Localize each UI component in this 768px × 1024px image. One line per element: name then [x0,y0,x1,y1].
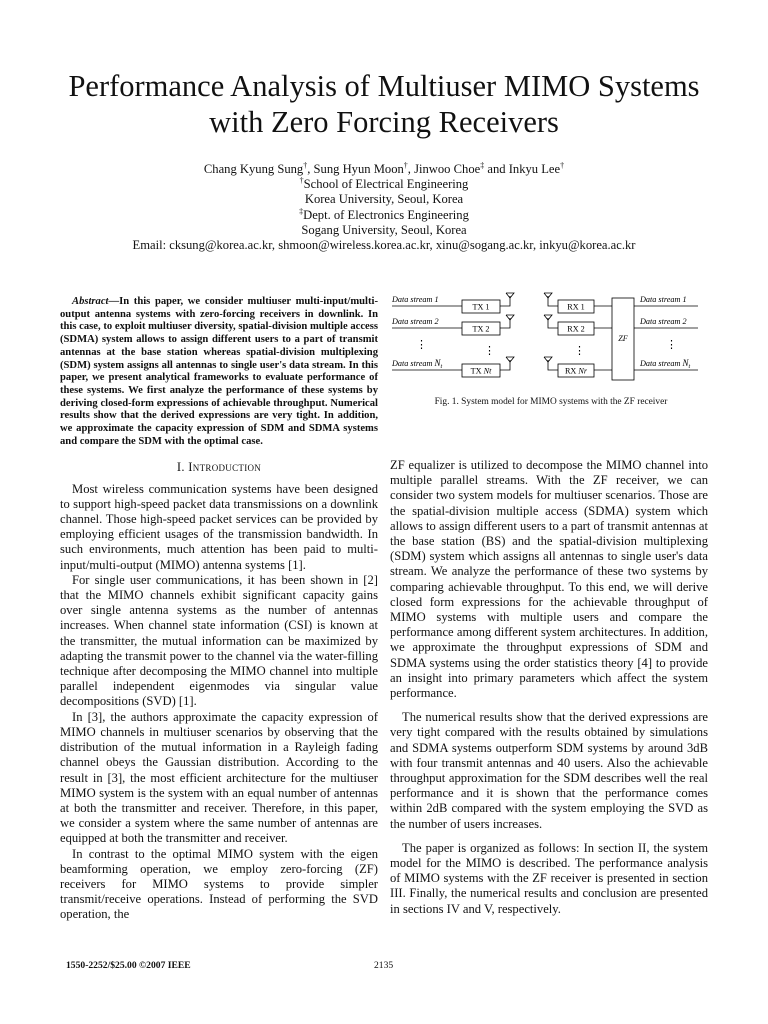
output-stream-2-label: Data stream 2 [640,317,687,326]
nt-symbol: N [434,358,441,368]
figure-system-model [386,290,716,386]
author-separator: and [484,162,509,176]
rx-2-label: RX 2 [567,324,585,334]
vdots-icon: ⋮ [574,345,585,357]
vdots-icon: ⋮ [484,345,495,357]
nt-symbol: N [682,358,689,368]
rx-n-text: RX [564,366,577,376]
affiliation-text: Dept. of Electronics Engineering [303,207,469,222]
output-stream-1-label: Data stream 1 [640,295,687,304]
rx-n-label [565,367,588,376]
title-line-2: with Zero Forcing Receivers [209,105,559,139]
dagger-mark: † [560,160,565,170]
data-stream-n-label [391,358,442,370]
author-name: Inkyu Lee [508,162,561,176]
section-heading-introduction [60,460,378,475]
paragraph: For single user communications, it has been shown in [2] that the MIMO channels exhibit significant capacity gains over single antenna systems as the number of antennas increases. When channel state information (CSI) is known at the transmitter, the mutual information can be maximized by adapting the transmit power to the channel via the water-filling technique after decomposing the MIMO channel into multiple parallel independent eigenmodes via singular value decompositions (SVD) [1]. [60,572,378,709]
right-column [390,458,708,917]
data-stream-1-label: Data stream 1 [392,295,439,304]
dagger-mark: † [299,176,304,186]
system-model-diagram [386,290,716,386]
affiliation-text: School of Electrical Engineering [303,177,469,192]
paragraph: Most wireless communication systems have been designed to support high-speed packet data transmissions on a downlink channel. Those high-speed packet services can be provided by employing efficient usages of the transmission bandwidth. In such environments, much attention has been paid to multi-input/multi-output (MIMO) antenna systems [1]. [60,481,378,572]
paragraph: The paper is organized as follows: In section II, the system model for the MIMO is described. The performance analysis of MIMO systems with the ZF receiver is presented in section III. Finally, the numerical results and conclusion are presented in sections IV and V, respectively. [390,840,708,916]
paragraph: ZF equalizer is utilized to decompose the MIMO channel into multiple parallel streams. With the ZF receiver, we can consider two system models for multiuser scenarios. Those are the spatial-division multiple access (SDMA) system which allows to assign different users to a part of transmit antennas at the base station (BS) and the spatial-division multiplexing (SDM) system which assigns all antennas to single user's data stream. We analyze the performance of these two systems by comparing achievable throughput. To this end, we will derive closed form expressions for the achievable throughput of MIMO systems with multiple users and compare the performance among different system architectures. In addition, we approximate the throughput expressions of SDM and SDMA systems using the order statistics theory [4] to provide an insight into primary parameters which affect the system performance. [390,458,708,701]
rx-antenna [548,360,558,370]
author-names [20,162,748,177]
title-line-1: Performance Analysis of Multiuser MIMO Systems [68,69,700,103]
dagger-mark: † [303,160,308,170]
figure-caption: Fig. 1. System model for MIMO systems with the ZF receiver [434,397,668,407]
author-name: Sung Hyun Moon [313,162,404,176]
data-stream-n-text: Data stream [392,359,433,368]
double-dagger-mark: ‡ [299,206,304,216]
rx-n-index: Nr [578,366,588,376]
nt-subscript: t [440,364,443,370]
paragraph: In [3], the authors approximate the capacity expression of MIMO channels in multiuser scenarios by observing that the distribution of the mutual information in a Rayleigh fading channel obeys the Gaussian distribution. According to the result in [3], the most efficient architecture for the multiuser MIMO system is the system with an equal number of antennas at both the transmitter and receiver. Therefore, in this paper, we consider a system where the same number of antennas are equipped at both the transmitter and receiver. [60,709,378,846]
zf-label: ZF [618,334,628,343]
output-stream-n-text: Data stream [640,359,681,368]
affiliation-line [20,177,748,192]
section-numeral: I. [176,460,185,475]
affiliation-line [20,208,748,223]
tx-n-index: Nt [483,366,492,376]
author-name: Chang Kyung Sung [203,162,304,176]
abstract-label: Abstract [72,296,109,307]
page-number: 2135 [374,960,394,971]
abstract-text: In this paper, we consider multiuser multi-input/multi-output antenna systems with zero-forcing receivers in downlink. In this case, to exploit multiuser diversity, spatial-division multiple access (SDMA) system allows to assign different users to a part of transmit antennas at the base station whereas spatial-division multiplexing (SDM) system assigns all antennas to single user's data stream. In this paper, we present analytical frameworks to evaluate performance of these systems. We first analyze the performance of these systems by deriving closed-form expressions of achievable throughput. Numerical results show that the derived expressions are very tight. In addition, we approximate the capacity expression of SDM and SDMA systems and compare the SDM with the optimal case. [60,296,378,447]
nt-subscript: t [688,364,691,370]
tx-n-text: TX [470,366,482,376]
email-line: Email: cksung@korea.ac.kr, shmoon@wireless.korea.ac.kr, xinu@sogang.ac.kr, inkyu@korea.ac.kr [132,238,636,253]
tx-antenna [500,360,510,370]
author-block [20,162,748,253]
affiliation-line: Sogang University, Seoul, Korea [301,222,467,237]
double-dagger-mark: ‡ [480,160,485,170]
author-name: Jinwoo Choe [414,162,481,176]
tx-antenna [500,318,510,328]
copyright-notice: 1550-2252/$25.00 ©2007 IEEE [66,960,191,971]
author-separator: , [307,162,314,176]
rx-antenna [548,296,558,306]
dagger-mark: † [403,160,408,170]
abstract [60,296,378,448]
section-title: Introduction [188,460,262,475]
left-column [60,296,378,923]
vdots-icon: ⋮ [666,339,677,351]
data-stream-2-label: Data stream 2 [392,317,439,326]
rx-antenna [548,318,558,328]
output-stream-n-label [639,358,690,370]
paragraph: In contrast to the optimal MIMO system with the eigen beamforming operation, we employ zero-forcing (ZF) receivers for MIMO systems to provide simpler transmit/receive operations. Instead of performing the SVD operation, the [60,846,378,922]
vdots-icon: ⋮ [416,339,427,351]
paper-title [20,68,748,140]
tx-n-label [471,367,492,376]
tx-1-label: TX 1 [472,302,490,312]
paragraph: The numerical results show that the derived expressions are very tight compared with the results obtained by simulations and SDMA systems outperform SDM systems by around 3dB with four transmit antennas and 40 users. Also the achievable throughput approximation for the SDM describes well the real performance and it is shown that the performance comes within 2dB compared with the system employing the SVD as the number of users increases. [390,710,708,831]
abstract-dash: — [108,296,120,307]
tx-2-label: TX 2 [472,324,490,334]
rx-1-label: RX 1 [567,302,585,312]
affiliation-line: Korea University, Seoul, Korea [304,192,464,207]
author-separator: , [407,162,415,176]
tx-antenna [500,296,510,306]
